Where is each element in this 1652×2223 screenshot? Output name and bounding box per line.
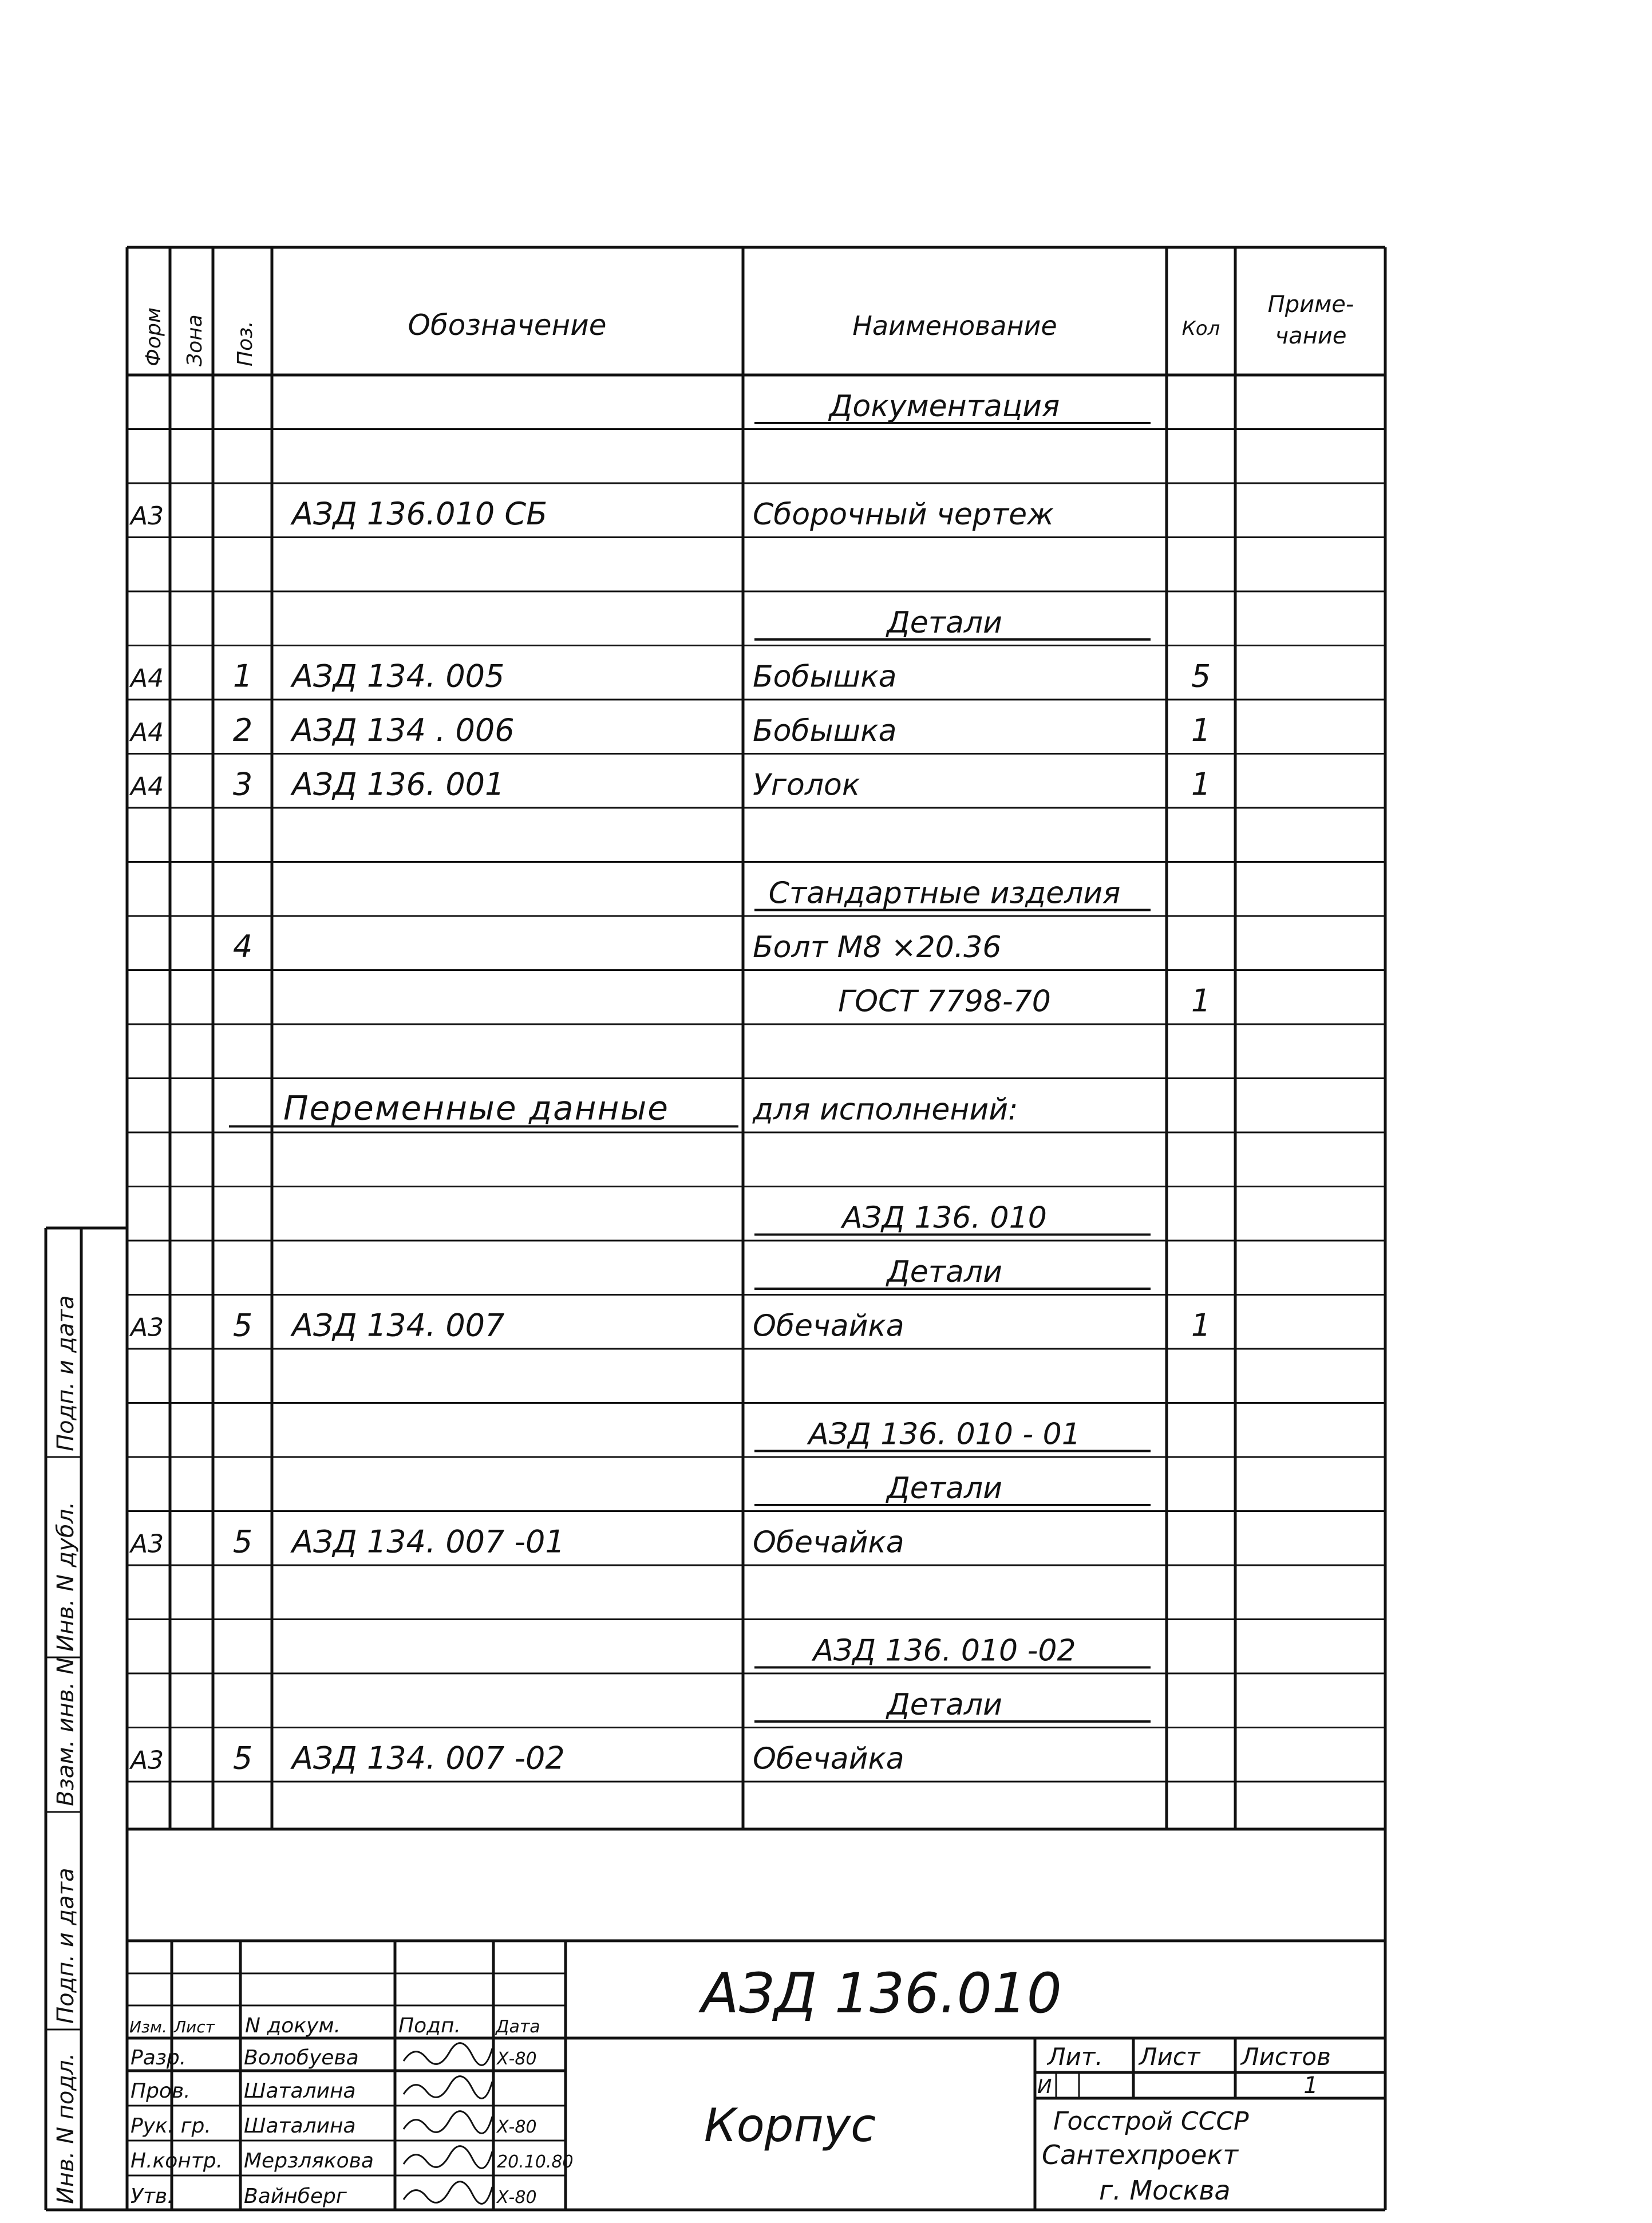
table-row (754, 1417, 1151, 1452)
table-row (129, 767, 1211, 803)
row-name: для исполнений: (753, 1092, 1018, 1127)
row-name: Уголок (753, 768, 860, 803)
signature-row (131, 2043, 537, 2070)
spec-table-rows (129, 389, 1211, 1776)
row-quantity: 1 (1191, 1307, 1211, 1344)
row-name: Детали (887, 1471, 1002, 1506)
table-row (129, 712, 1211, 748)
header-note: чание (1275, 323, 1347, 349)
row-name: Обечайка (753, 1525, 904, 1560)
table-row (838, 983, 1211, 1019)
table-row (229, 1089, 1018, 1128)
handwritten-signature (404, 2182, 492, 2204)
spec-table-grid (127, 247, 1385, 1829)
signature-row (131, 2182, 537, 2208)
signer-name: Мерзлякова (244, 2149, 374, 2173)
col-header-date: Дата (496, 2017, 540, 2037)
row-position: 5 (232, 1740, 253, 1776)
table-row (754, 1255, 1151, 1289)
row-position: 4 (232, 929, 253, 965)
row-designation: АЗД 134. 007 (292, 1307, 505, 1344)
row-name: Документация (829, 389, 1060, 424)
org-line-3: г. Москва (1099, 2175, 1231, 2206)
row-name: Бобышка (753, 660, 897, 694)
sheets-value: 1 (1303, 2072, 1318, 2099)
signer-name: Шаталина (244, 2114, 356, 2138)
title-block (127, 1941, 1385, 2210)
row-name: АЗД 136. 010 - 01 (808, 1417, 1081, 1452)
table-row (754, 606, 1151, 640)
row-format: А3 (131, 1746, 164, 1775)
row-format: А4 (131, 772, 164, 801)
signature-date: Х-80 (497, 2117, 537, 2137)
col-header-sign: Подп. (398, 2014, 461, 2038)
handwritten-signature (404, 2076, 492, 2099)
signature-date: 20.10.80 (497, 2152, 574, 2172)
col-header-sheet: Лист (174, 2017, 215, 2036)
signature-row (131, 2111, 537, 2138)
row-format: А3 (131, 1529, 164, 1559)
signer-role: Пров. (131, 2079, 191, 2103)
table-row (233, 929, 1002, 965)
row-name: Болт М8 ×20.36 (753, 930, 1002, 965)
row-name: ГОСТ 7798-70 (838, 984, 1051, 1019)
row-quantity: 1 (1191, 712, 1211, 748)
org-line-2: Сантехпроект (1042, 2139, 1239, 2170)
side-stamp-label: Взам. инв. N (53, 1657, 79, 1806)
row-designation: АЗД 134 . 006 (292, 712, 515, 748)
row-designation: Переменные данные (283, 1088, 669, 1128)
side-stamp (46, 1228, 127, 2210)
table-row (129, 496, 1054, 532)
signature-row (131, 2076, 492, 2103)
row-position: 5 (232, 1523, 253, 1560)
org-line-1: Госстрой СССР (1053, 2107, 1249, 2136)
side-stamp-label: Инв. N подл. (53, 2052, 79, 2204)
signer-name: Вайнберг (244, 2185, 347, 2208)
row-name: Стандартные изделия (768, 876, 1121, 911)
signature-date: Х-80 (497, 2049, 537, 2069)
row-designation: АЗД 134. 005 (292, 658, 505, 694)
signer-role: Утв. (131, 2185, 174, 2208)
table-row (754, 876, 1151, 911)
row-designation: АЗД 136. 001 (292, 766, 505, 803)
header-pos: Поз. (234, 321, 257, 366)
lit-label: Лит. (1048, 2043, 1103, 2071)
side-stamp-label: Инв. N дубл. (53, 1502, 79, 1652)
row-name: Сборочный чертеж (753, 497, 1054, 532)
row-format: А3 (131, 1313, 164, 1343)
row-name: Обечайка (753, 1309, 904, 1344)
row-name: Детали (887, 1688, 1002, 1722)
row-format: А4 (131, 718, 164, 747)
row-position: 5 (232, 1307, 253, 1344)
row-name: Детали (887, 1255, 1002, 1289)
row-name: Бобышка (753, 714, 897, 748)
signer-role: Н.контр. (131, 2149, 223, 2173)
row-position: 2 (232, 712, 253, 748)
header-name: Наименование (852, 310, 1057, 341)
row-position: 3 (232, 766, 253, 803)
col-header-doc: N докум. (245, 2014, 341, 2038)
row-format: А4 (131, 664, 164, 693)
handwritten-signature (404, 2146, 492, 2169)
spec-table-header (142, 291, 1354, 366)
col-header-change: Изм. (129, 2017, 167, 2036)
signer-role: Разр. (131, 2046, 187, 2070)
row-designation: АЗД 134. 007 -02 (292, 1740, 565, 1776)
table-row (754, 1634, 1151, 1668)
handwritten-signature (404, 2043, 492, 2066)
row-quantity: 1 (1191, 982, 1211, 1019)
row-position: 1 (232, 658, 253, 694)
table-row (754, 389, 1151, 424)
header-note: Приме- (1267, 291, 1354, 318)
table-row (129, 1308, 1211, 1344)
row-name: Обечайка (753, 1742, 904, 1776)
document-title: Корпус (704, 2099, 876, 2152)
signer-name: Шаталина (244, 2079, 356, 2103)
signer-role: Рук. гр. (131, 2114, 211, 2138)
header-designation: Обозначение (408, 309, 607, 342)
header-format: Форм (142, 307, 165, 366)
row-name: Детали (887, 606, 1002, 640)
side-stamp-label: Подп. и дата (53, 1867, 79, 2024)
row-name: АЗД 136. 010 -02 (813, 1633, 1076, 1668)
signer-name: Волобуева (244, 2046, 359, 2070)
table-row (754, 1471, 1151, 1506)
table-row (129, 658, 1211, 694)
table-row (129, 1524, 904, 1560)
side-stamp-label: Подп. и дата (53, 1295, 79, 1451)
row-name: АЗД 136. 010 (842, 1201, 1047, 1235)
header-zone: Зона (183, 314, 207, 366)
table-row (754, 1688, 1151, 1722)
sheets-label: Листов (1241, 2043, 1331, 2071)
row-quantity: 5 (1191, 658, 1211, 694)
signature-row (131, 2146, 574, 2173)
handwritten-signature (404, 2111, 492, 2134)
document-number: АЗД 136.010 (701, 1961, 1062, 2025)
row-format: А3 (131, 502, 164, 531)
header-qty: Кол (1181, 317, 1220, 340)
signature-date: Х-80 (497, 2188, 537, 2208)
row-designation: АЗД 136.010 СБ (292, 496, 548, 532)
table-row (129, 1740, 904, 1776)
table-row (754, 1201, 1151, 1235)
sheet-label: Лист (1139, 2043, 1200, 2071)
row-quantity: 1 (1191, 766, 1211, 803)
lit-value: И (1037, 2075, 1052, 2098)
row-designation: АЗД 134. 007 -01 (292, 1523, 565, 1560)
